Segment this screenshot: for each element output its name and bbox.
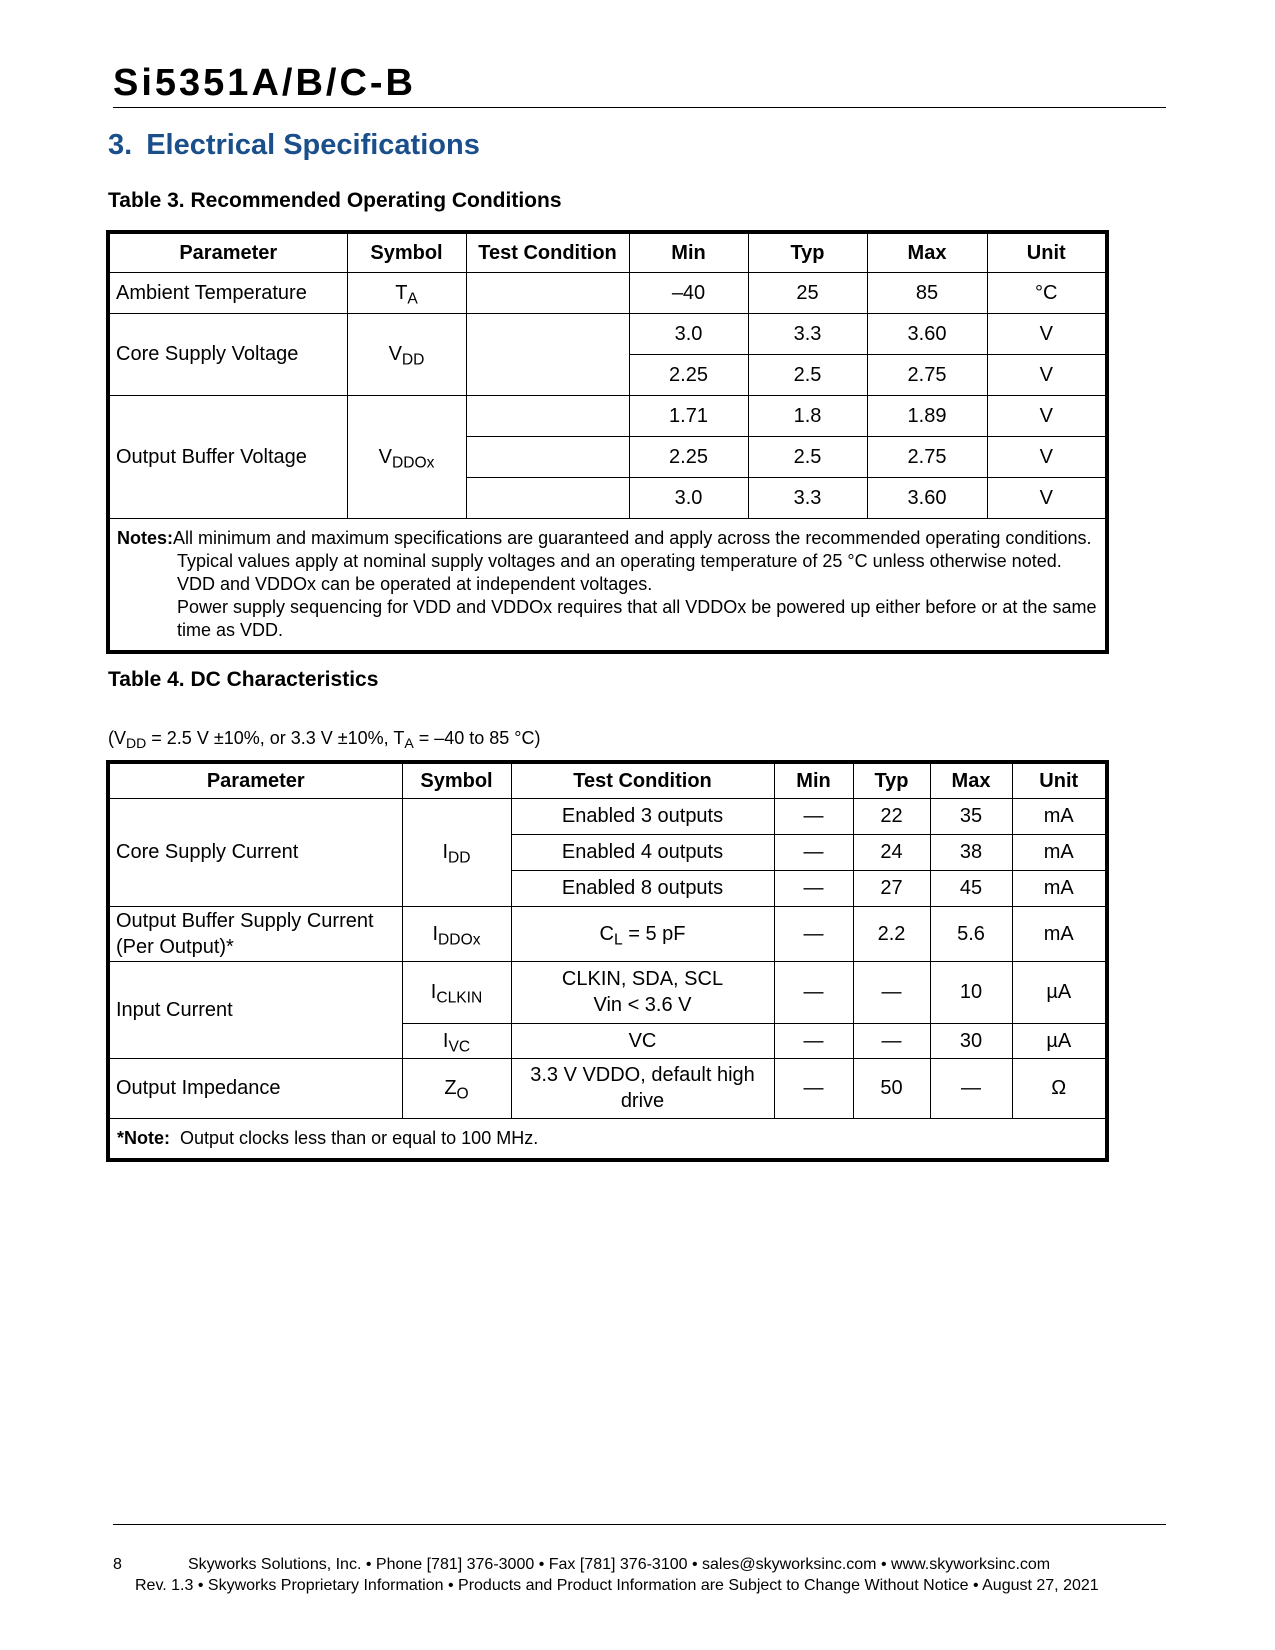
unit-value: Ω: [1012, 1058, 1107, 1118]
test-condition-cell: $C_L = 5$ pF: [511, 906, 774, 961]
footer-contact: Skyworks Solutions, Inc. • Phone [781] 376-3000 • Fax [781] 376-3100 • sales@skyworksinc.com • www.skyworksinc.com: [188, 1556, 1051, 1573]
document-title: Si5351A/B/C-B: [113, 62, 416, 104]
table3-recommended-operating-conditions: [106, 230, 1109, 654]
col-header-parameter: Parameter: [108, 762, 402, 798]
col-header-min: Min: [629, 232, 748, 272]
section-number: 3.: [108, 129, 133, 161]
col-header-typ: Typ: [853, 762, 930, 798]
max-value: 45: [930, 870, 1012, 906]
unit-value: V: [987, 436, 1107, 477]
max-value: 35: [930, 798, 1012, 834]
note-2: Typical values apply at nominal supply voltages and an operating temperature of 25 °C unless otherwise noted.: [177, 550, 1062, 571]
typ-value: 25: [748, 272, 867, 313]
typ-value: 22: [853, 798, 930, 834]
symbol-vddox: $V_{DDOx}$: [347, 395, 466, 518]
min-value: 3.0: [629, 477, 748, 518]
test-condition-cell: Enabled 8 outputs: [511, 870, 774, 906]
unit-value: °C: [987, 272, 1107, 313]
unit-value: V: [987, 313, 1107, 354]
symbol-ta: $T_A$: [347, 272, 466, 313]
table4-conditions: ($V_{DD} = 2.5$ V ±10%, or 3.3 V ±10%, $T_A = -40$ to 85 °C): [108, 728, 541, 752]
param-input-current: Input Current: [108, 961, 402, 1058]
max-value: 2.75: [867, 354, 987, 395]
typ-value: 2.5: [748, 354, 867, 395]
table-row: [108, 313, 1107, 354]
col-header-typ: Typ: [748, 232, 867, 272]
section-title: Electrical Specifications: [146, 129, 480, 161]
col-header-symbol: Symbol: [402, 762, 511, 798]
symbol-iddox: $I_{DDOx}$: [402, 906, 511, 961]
col-header-max: Max: [867, 232, 987, 272]
min-value: 3.0: [629, 313, 748, 354]
max-value: 3.60: [867, 313, 987, 354]
min-value: —: [774, 798, 853, 834]
footer-rule: [113, 1524, 1166, 1525]
table-row: [108, 906, 1107, 961]
page-number: 8: [113, 1556, 122, 1573]
unit-value: µA: [1012, 1023, 1107, 1058]
min-value: 2.25: [629, 436, 748, 477]
unit-value: V: [987, 395, 1107, 436]
min-value: —: [774, 834, 853, 870]
max-value: 10: [930, 961, 1012, 1023]
param-output-buffer-voltage: Output Buffer Voltage: [108, 395, 347, 518]
typ-value: 2.5: [748, 436, 867, 477]
max-value: 30: [930, 1023, 1012, 1058]
table3-notes: [108, 518, 1107, 652]
min-value: 2.25: [629, 354, 748, 395]
footer-revision: Rev. 1.3 • Skyworks Proprietary Information • Products and Product Information are Subject to Change Without Notice • August 27, 2021: [135, 1577, 1099, 1594]
note-1: All minimum and maximum specifications are guaranteed and apply across the recommended operating conditions.: [173, 527, 1092, 548]
typ-value: 24: [853, 834, 930, 870]
max-value: 1.89: [867, 395, 987, 436]
test-condition-cell: CLKIN, SDA, SCL Vin < 3.6 V: [511, 961, 774, 1023]
typ-value: 1.8: [748, 395, 867, 436]
table-row: [108, 395, 1107, 436]
typ-value: 50: [853, 1058, 930, 1118]
title-rule: [113, 107, 1166, 108]
param-output-impedance: Output Impedance: [108, 1058, 402, 1118]
col-header-max: Max: [930, 762, 1012, 798]
col-header-unit: Unit: [1012, 762, 1107, 798]
section-heading: [108, 131, 480, 160]
col-header-unit: Unit: [987, 232, 1107, 272]
param-ambient-temperature: Ambient Temperature: [108, 272, 347, 313]
typ-value: —: [853, 961, 930, 1023]
table3-caption: Table 3. Recommended Operating Conditions: [108, 189, 562, 212]
max-value: 5.6: [930, 906, 1012, 961]
col-header-test-condition: Test Condition: [466, 232, 629, 272]
unit-value: mA: [1012, 834, 1107, 870]
table4-caption: Table 4. DC Characteristics: [108, 668, 379, 691]
notes-label: Notes:: [117, 527, 174, 548]
min-value: —: [774, 1023, 853, 1058]
param-output-buffer-supply-current: Output Buffer Supply Current (Per Output)*: [108, 906, 402, 961]
min-value: —: [774, 870, 853, 906]
symbol-zo: $Z_O$: [402, 1058, 511, 1118]
typ-value: 3.3: [748, 477, 867, 518]
unit-value: mA: [1012, 906, 1107, 961]
unit-value: µA: [1012, 961, 1107, 1023]
param-core-supply-voltage: Core Supply Voltage: [108, 313, 347, 395]
table4-header-row: [108, 762, 1107, 798]
col-header-symbol: Symbol: [347, 232, 466, 272]
col-header-parameter: Parameter: [108, 232, 347, 272]
param-core-supply-current: Core Supply Current: [108, 798, 402, 906]
min-value: —: [774, 906, 853, 961]
unit-value: V: [987, 354, 1107, 395]
table-row: [108, 272, 1107, 313]
table4-note: *Note: Output clocks less than or equal to 100 MHz.: [108, 1118, 1107, 1160]
max-value: 3.60: [867, 477, 987, 518]
unit-value: mA: [1012, 870, 1107, 906]
max-value: —: [930, 1058, 1012, 1118]
unit-value: mA: [1012, 798, 1107, 834]
test-condition-cell: VC: [511, 1023, 774, 1058]
typ-value: 27: [853, 870, 930, 906]
symbol-iclkin: $I_{CLKIN}$: [402, 961, 511, 1023]
symbol-vdd: $V_{DD}$: [347, 313, 466, 395]
max-value: 85: [867, 272, 987, 313]
note-3: VDD and VDDOx can be operated at independent voltages.: [177, 573, 653, 594]
table3-header-row: [108, 232, 1107, 272]
unit-value: V: [987, 477, 1107, 518]
min-value: —: [774, 1058, 853, 1118]
test-condition-cell: Enabled 4 outputs: [511, 834, 774, 870]
table-row: [108, 798, 1107, 834]
typ-value: 3.3: [748, 313, 867, 354]
test-condition-cell: Enabled 3 outputs: [511, 798, 774, 834]
col-header-test-condition: Test Condition: [511, 762, 774, 798]
col-header-min: Min: [774, 762, 853, 798]
table3-notes-row: [108, 518, 1107, 652]
symbol-idd: $I_{DD}$: [402, 798, 511, 906]
table4-note-row: [108, 1118, 1107, 1160]
test-condition-cell: [466, 395, 629, 436]
table-row: [108, 961, 1107, 1023]
test-condition-cell: [466, 272, 629, 313]
test-condition-cell: 3.3 V VDDO, default high drive: [511, 1058, 774, 1118]
note-4: Power supply sequencing for VDD and VDDOx requires that all VDDOx be powered up either before or at the same time as VDD.: [177, 596, 1097, 640]
min-value: 1.71: [629, 395, 748, 436]
max-value: 38: [930, 834, 1012, 870]
typ-value: 2.2: [853, 906, 930, 961]
min-value: –40: [629, 272, 748, 313]
table4-dc-characteristics: [106, 760, 1109, 1162]
min-value: —: [774, 961, 853, 1023]
test-condition-cell: [466, 477, 629, 518]
typ-value: —: [853, 1023, 930, 1058]
max-value: 2.75: [867, 436, 987, 477]
symbol-ivc: $I_{VC}$: [402, 1023, 511, 1058]
table-row: [108, 1058, 1107, 1118]
test-condition-cell: [466, 313, 629, 395]
test-condition-cell: [466, 436, 629, 477]
